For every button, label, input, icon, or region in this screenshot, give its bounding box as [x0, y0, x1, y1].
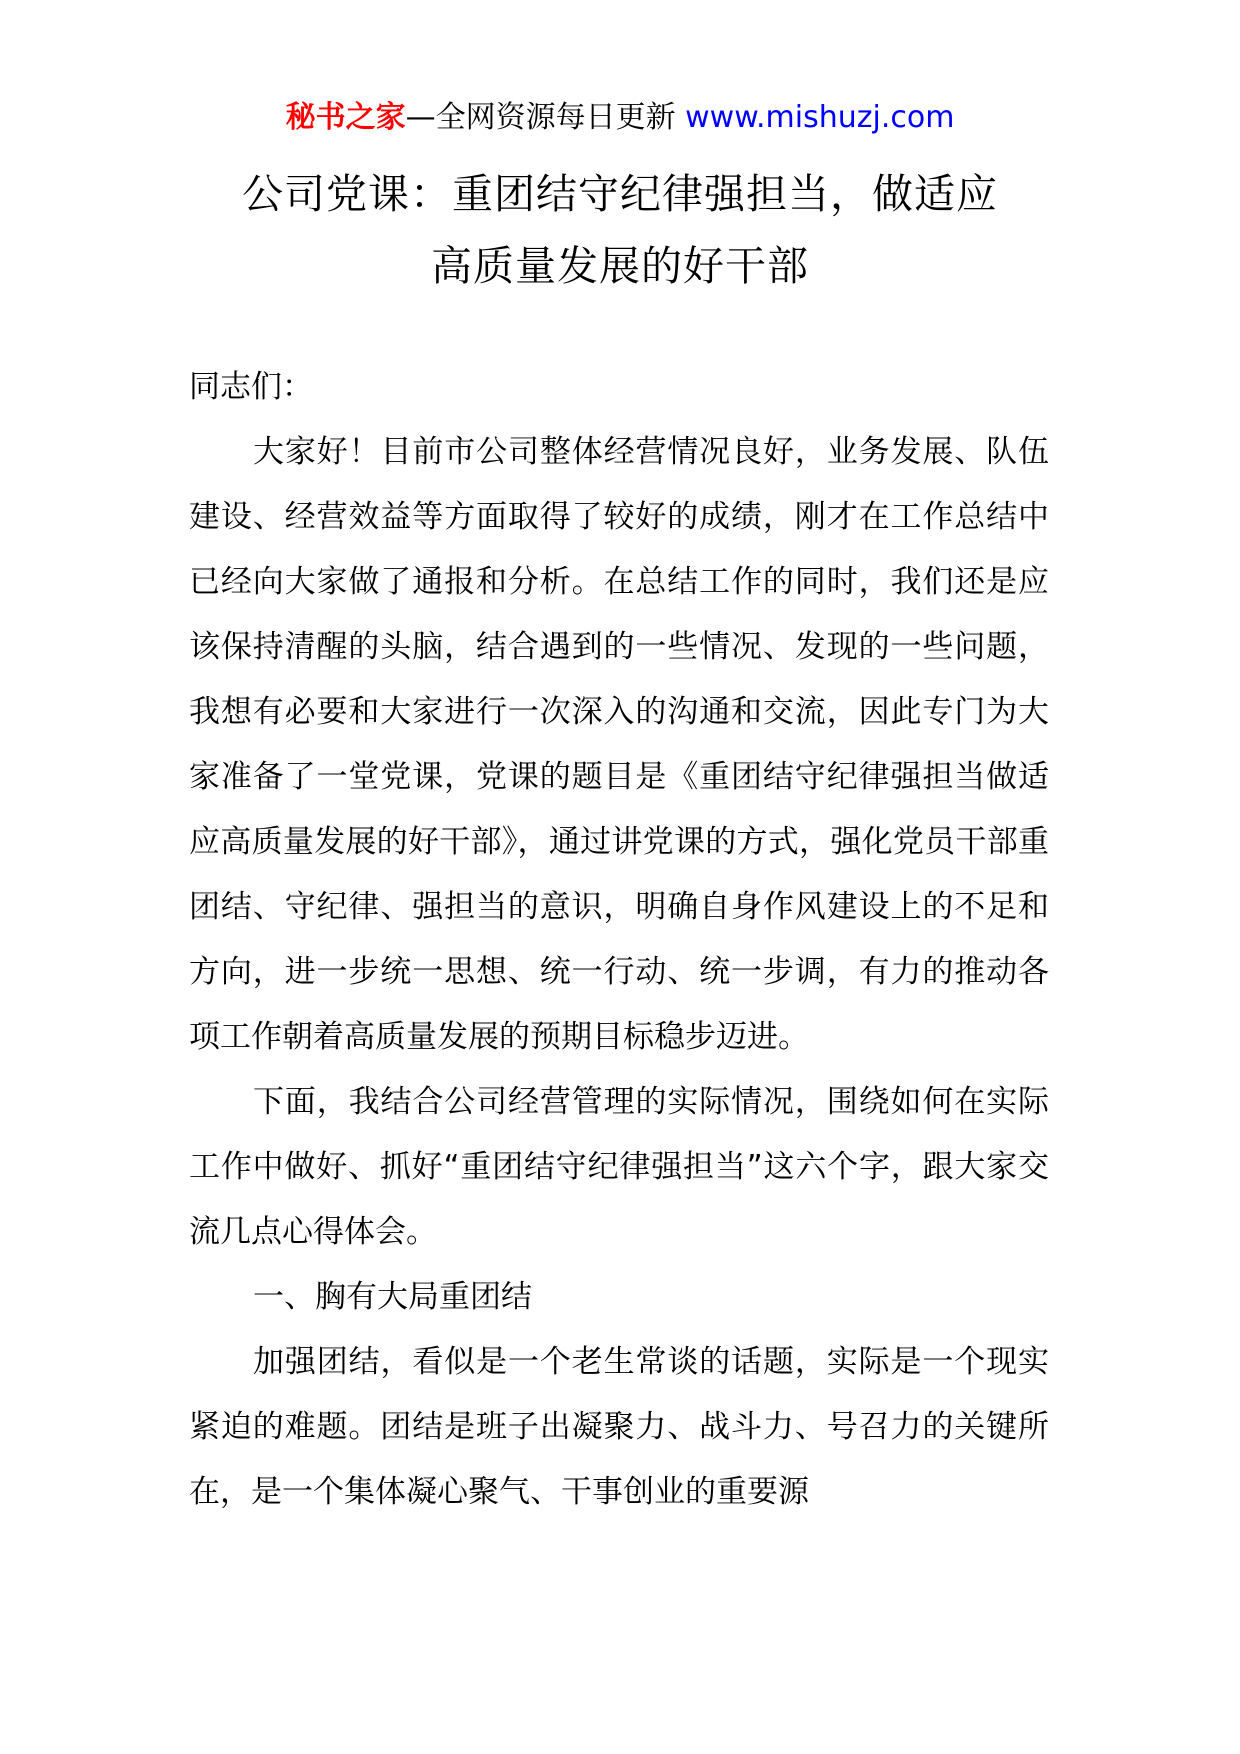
body-paragraph: 加强团结，看似是一个老生常谈的话题，实际是一个现实紧迫的难题。团结是班子出凝聚力、战斗力、号召力的关键所在，是一个集体凝心聚气、干事创业的重要源 — [189, 1344, 1049, 1510]
section-heading: 一、胸有大局重团结 — [253, 1279, 532, 1315]
site-url-link[interactable]: www.mishuzj.com — [685, 100, 955, 135]
brand-name: 秘书之家 — [285, 100, 406, 135]
title-line-2: 高质量发展的好干部 — [431, 242, 809, 290]
site-header — [0, 96, 1240, 140]
title-line-1: 公司党课：重团结守纪律强担当，做适应 — [242, 170, 998, 218]
document-title — [180, 158, 1060, 302]
document-body — [189, 355, 1049, 1525]
header-tagline: —全网资源每日更新 — [405, 100, 676, 135]
body-paragraph: 下面，我结合公司经营管理的实际情况，围绕如何在实际工作中做好、抓好“重团结守纪律强担当”这六个字，跟大家交流几点心得体会。 — [189, 1084, 1049, 1250]
body-paragraph: 大家好！目前市公司整体经营情况良好，业务发展、队伍建设、经营效益等方面取得了较好的成绩，刚才在工作总结中已经向大家做了通报和分析。在总结工作的同时，我们还是应该保持清醒的头脑，结合遇到的一些情况、发现的一些问题，我想有必要和大家进行一次深入的沟通和交流，因此专门为大家准备了一堂党课，党课的题目是《重团结守纪律强担当做适应高质量发展的好干部》，通过讲党课的方式，强化党员干部重团结、守纪律、强担当的意识，明确自身作风建设上的不足和方向，进一步统一思想、统一行动、统一步调，有力的推动各项工作朝着高质量发展的预期目标稳步迈进。 — [189, 434, 1049, 1055]
salutation: 同志们： — [189, 369, 313, 405]
